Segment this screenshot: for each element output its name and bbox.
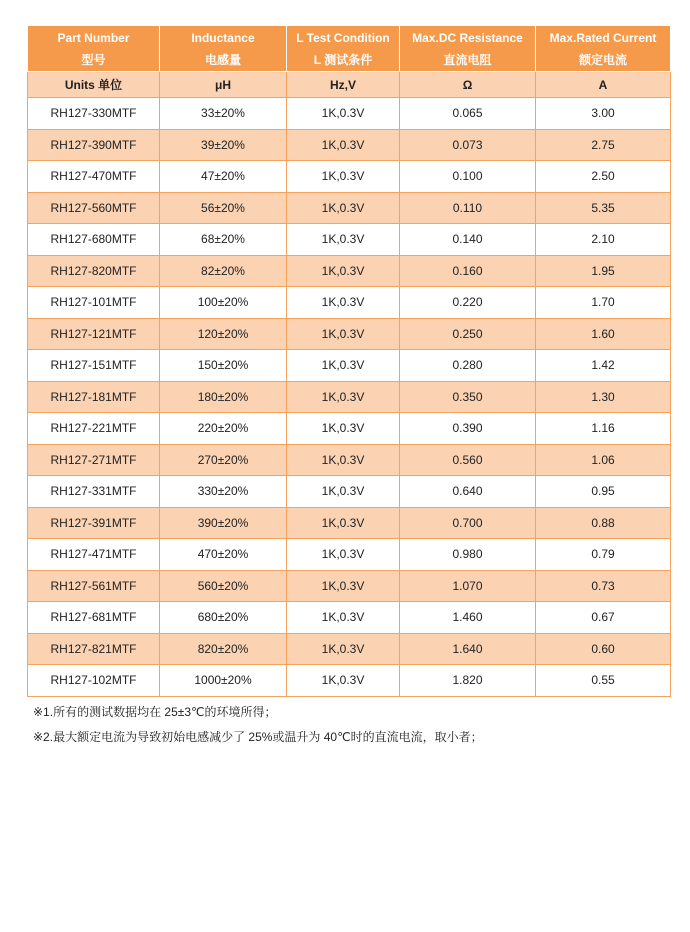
- cell-test-condition: 1K,0.3V: [287, 318, 400, 350]
- cell-dc-resistance: 0.560: [400, 444, 536, 476]
- units-row: [28, 72, 671, 98]
- cell-dc-resistance: 0.065: [400, 98, 536, 130]
- unit-rated-current: A: [536, 72, 671, 98]
- cell-part-number: RH127-221MTF: [28, 413, 160, 445]
- cell-test-condition: 1K,0.3V: [287, 161, 400, 193]
- cell-rated-current: 1.16: [536, 413, 671, 445]
- table-body: [28, 98, 671, 697]
- cell-part-number: RH127-820MTF: [28, 255, 160, 287]
- cell-test-condition: 1K,0.3V: [287, 129, 400, 161]
- cell-rated-current: 0.79: [536, 539, 671, 571]
- cell-dc-resistance: 0.073: [400, 129, 536, 161]
- cell-inductance: 100±20%: [160, 287, 287, 319]
- cell-rated-current: 2.10: [536, 224, 671, 256]
- cell-part-number: RH127-330MTF: [28, 98, 160, 130]
- cell-part-number: RH127-151MTF: [28, 350, 160, 382]
- header-rated-current: [536, 26, 671, 72]
- cell-test-condition: 1K,0.3V: [287, 570, 400, 602]
- cell-inductance: 68±20%: [160, 224, 287, 256]
- cell-dc-resistance: 1.070: [400, 570, 536, 602]
- cell-inductance: 270±20%: [160, 444, 287, 476]
- header-test-condition-cn: L 测试条件: [313, 52, 373, 67]
- table-row: [28, 665, 671, 697]
- cell-dc-resistance: 0.390: [400, 413, 536, 445]
- cell-dc-resistance: 0.100: [400, 161, 536, 193]
- table-row: [28, 381, 671, 413]
- cell-test-condition: 1K,0.3V: [287, 602, 400, 634]
- cell-test-condition: 1K,0.3V: [287, 539, 400, 571]
- table-row: [28, 161, 671, 193]
- cell-part-number: RH127-471MTF: [28, 539, 160, 571]
- cell-test-condition: 1K,0.3V: [287, 413, 400, 445]
- cell-rated-current: 2.50: [536, 161, 671, 193]
- cell-dc-resistance: 1.640: [400, 633, 536, 665]
- footnote-1: ※1.所有的测试数据均在 25±3℃的环境所得；: [33, 705, 277, 719]
- header-rated-current-en: Max.Rated Current: [549, 30, 657, 45]
- cell-part-number: RH127-390MTF: [28, 129, 160, 161]
- unit-test-condition: Hz,V: [287, 72, 400, 98]
- cell-test-condition: 1K,0.3V: [287, 98, 400, 130]
- table-row: [28, 476, 671, 508]
- header-part-number: [28, 26, 160, 72]
- unit-dc-resistance: Ω: [400, 72, 536, 98]
- cell-dc-resistance: 0.350: [400, 381, 536, 413]
- cell-part-number: RH127-561MTF: [28, 570, 160, 602]
- cell-part-number: RH127-121MTF: [28, 318, 160, 350]
- cell-inductance: 820±20%: [160, 633, 287, 665]
- cell-test-condition: 1K,0.3V: [287, 633, 400, 665]
- table-row: [28, 192, 671, 224]
- header-dc-resistance-cn: 直流电阻: [443, 52, 492, 67]
- cell-part-number: RH127-101MTF: [28, 287, 160, 319]
- cell-part-number: RH127-470MTF: [28, 161, 160, 193]
- table-row: [28, 129, 671, 161]
- table-row: [28, 224, 671, 256]
- cell-dc-resistance: 0.980: [400, 539, 536, 571]
- cell-inductance: 120±20%: [160, 318, 287, 350]
- cell-dc-resistance: 0.280: [400, 350, 536, 382]
- cell-inductance: 560±20%: [160, 570, 287, 602]
- cell-rated-current: 1.95: [536, 255, 671, 287]
- cell-rated-current: 1.70: [536, 287, 671, 319]
- cell-test-condition: 1K,0.3V: [287, 350, 400, 382]
- cell-part-number: RH127-681MTF: [28, 602, 160, 634]
- table-row: [28, 413, 671, 445]
- header-dc-resistance: [400, 26, 536, 72]
- cell-inductance: 680±20%: [160, 602, 287, 634]
- table-row: [28, 287, 671, 319]
- cell-inductance: 1000±20%: [160, 665, 287, 697]
- cell-inductance: 220±20%: [160, 413, 287, 445]
- cell-test-condition: 1K,0.3V: [287, 287, 400, 319]
- cell-part-number: RH127-391MTF: [28, 507, 160, 539]
- cell-rated-current: 1.42: [536, 350, 671, 382]
- cell-rated-current: 0.73: [536, 570, 671, 602]
- header-inductance: [160, 26, 287, 72]
- cell-dc-resistance: 1.460: [400, 602, 536, 634]
- cell-part-number: RH127-331MTF: [28, 476, 160, 508]
- cell-rated-current: 3.00: [536, 98, 671, 130]
- cell-rated-current: 0.88: [536, 507, 671, 539]
- unit-inductance: μH: [160, 72, 287, 98]
- cell-test-condition: 1K,0.3V: [287, 224, 400, 256]
- cell-inductance: 39±20%: [160, 129, 287, 161]
- cell-rated-current: 0.55: [536, 665, 671, 697]
- cell-test-condition: 1K,0.3V: [287, 255, 400, 287]
- cell-dc-resistance: 0.640: [400, 476, 536, 508]
- cell-rated-current: 1.06: [536, 444, 671, 476]
- cell-rated-current: 0.60: [536, 633, 671, 665]
- header-row: [28, 26, 671, 72]
- footnote-2: ※2.最大额定电流为导致初始电感减少了 25%或温升为 40℃时的直流电流，取小者；: [33, 730, 483, 744]
- table-row: [28, 255, 671, 287]
- cell-inductance: 470±20%: [160, 539, 287, 571]
- cell-rated-current: 5.35: [536, 192, 671, 224]
- header-part-number-cn: 型号: [81, 52, 106, 67]
- cell-dc-resistance: 0.160: [400, 255, 536, 287]
- table-row: [28, 570, 671, 602]
- cell-dc-resistance: 0.250: [400, 318, 536, 350]
- cell-dc-resistance: 0.220: [400, 287, 536, 319]
- cell-part-number: RH127-821MTF: [28, 633, 160, 665]
- cell-rated-current: 2.75: [536, 129, 671, 161]
- table-row: [28, 633, 671, 665]
- table-row: [28, 98, 671, 130]
- table-row: [28, 350, 671, 382]
- cell-rated-current: 0.67: [536, 602, 671, 634]
- cell-part-number: RH127-680MTF: [28, 224, 160, 256]
- cell-inductance: 150±20%: [160, 350, 287, 382]
- cell-inductance: 330±20%: [160, 476, 287, 508]
- cell-part-number: RH127-102MTF: [28, 665, 160, 697]
- cell-test-condition: 1K,0.3V: [287, 192, 400, 224]
- header-rated-current-cn: 额定电流: [578, 52, 627, 67]
- cell-rated-current: 1.30: [536, 381, 671, 413]
- cell-inductance: 56±20%: [160, 192, 287, 224]
- header-test-condition-en: L Test Condition: [296, 30, 390, 45]
- cell-dc-resistance: 0.110: [400, 192, 536, 224]
- header-dc-resistance-en: Max.DC Resistance: [412, 30, 523, 45]
- unit-part-number: Units 单位: [28, 72, 160, 98]
- cell-rated-current: 1.60: [536, 318, 671, 350]
- cell-part-number: RH127-271MTF: [28, 444, 160, 476]
- spec-table: [27, 25, 671, 697]
- cell-dc-resistance: 0.700: [400, 507, 536, 539]
- cell-dc-resistance: 0.140: [400, 224, 536, 256]
- cell-test-condition: 1K,0.3V: [287, 507, 400, 539]
- table-row: [28, 444, 671, 476]
- table-row: [28, 602, 671, 634]
- footnotes: [33, 700, 483, 750]
- cell-part-number: RH127-181MTF: [28, 381, 160, 413]
- cell-part-number: RH127-560MTF: [28, 192, 160, 224]
- header-part-number-en: Part Number: [57, 30, 130, 45]
- cell-test-condition: 1K,0.3V: [287, 444, 400, 476]
- table-row: [28, 507, 671, 539]
- cell-test-condition: 1K,0.3V: [287, 476, 400, 508]
- cell-inductance: 390±20%: [160, 507, 287, 539]
- cell-dc-resistance: 1.820: [400, 665, 536, 697]
- cell-inductance: 82±20%: [160, 255, 287, 287]
- cell-test-condition: 1K,0.3V: [287, 665, 400, 697]
- cell-inductance: 33±20%: [160, 98, 287, 130]
- header-inductance-en: Inductance: [191, 30, 255, 45]
- header-inductance-cn: 电感量: [204, 52, 241, 67]
- table-row: [28, 539, 671, 571]
- table-row: [28, 318, 671, 350]
- cell-test-condition: 1K,0.3V: [287, 381, 400, 413]
- header-test-condition: [287, 26, 400, 72]
- cell-rated-current: 0.95: [536, 476, 671, 508]
- cell-inductance: 47±20%: [160, 161, 287, 193]
- cell-inductance: 180±20%: [160, 381, 287, 413]
